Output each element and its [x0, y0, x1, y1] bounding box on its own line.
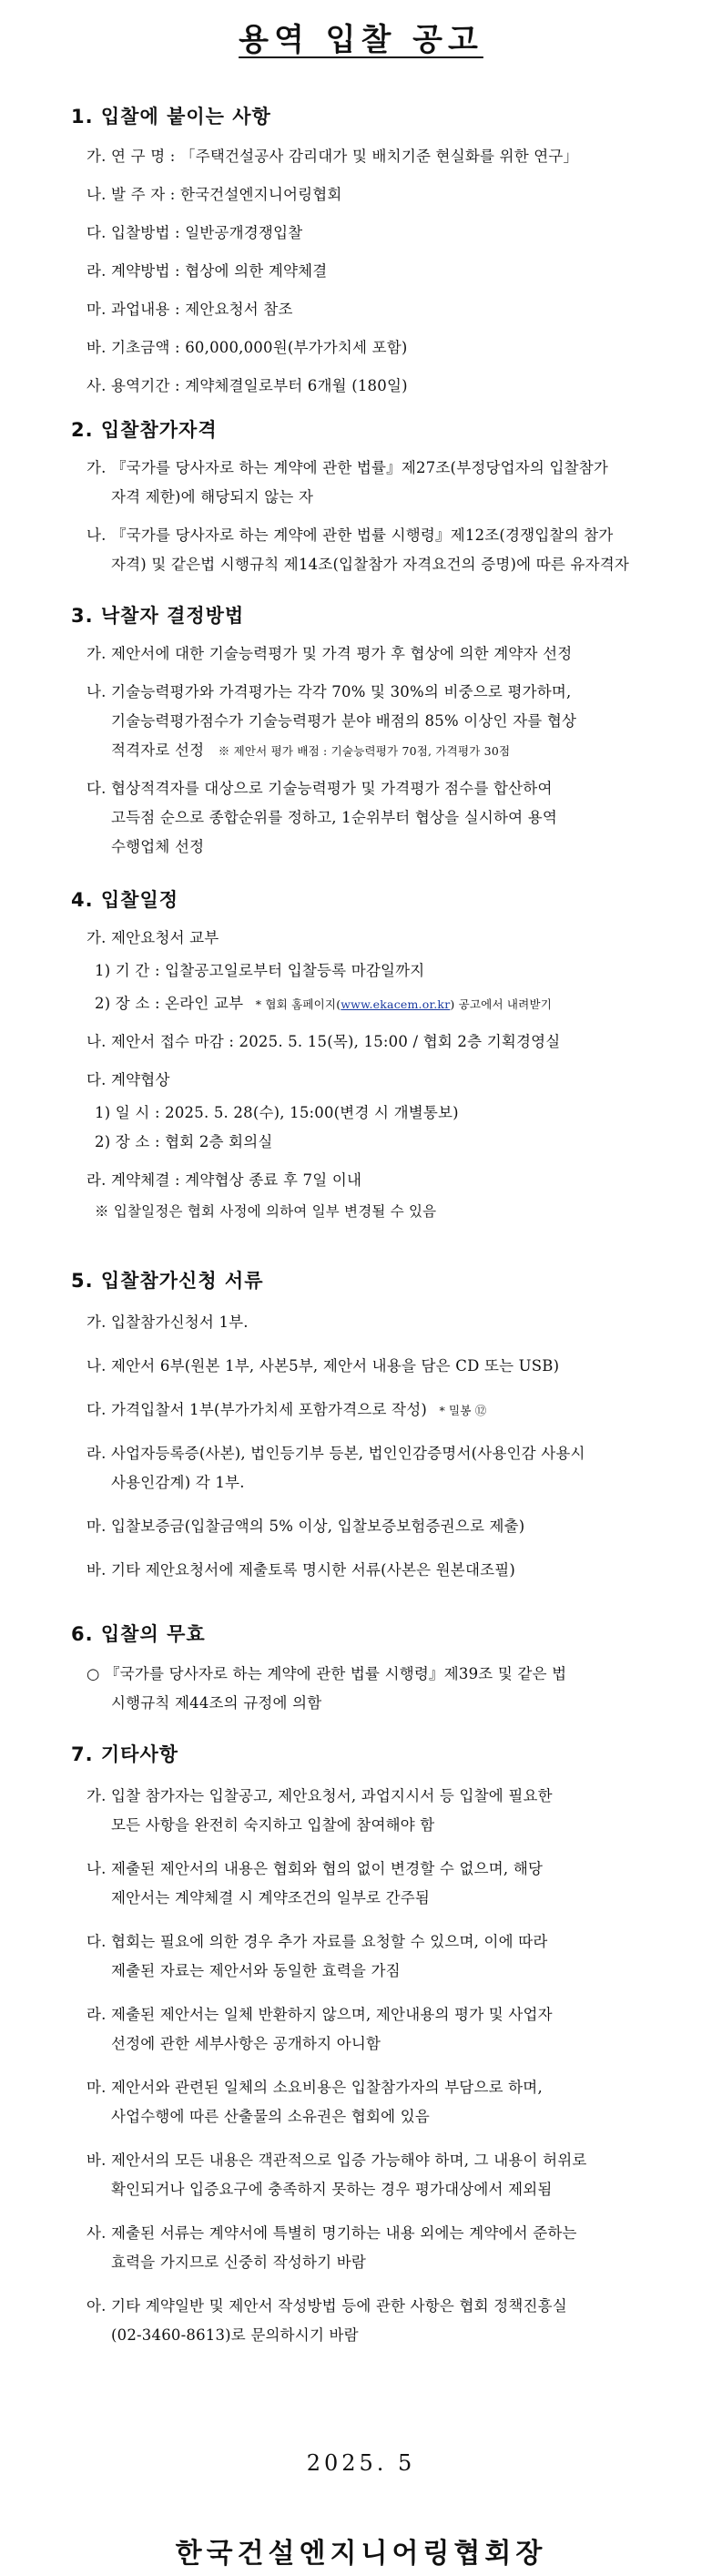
s5-item-na: 나. 제안서 6부(원본 1부, 사본5부, 제안서 내용을 담은 CD 또는 USB) — [86, 1357, 560, 1375]
s2-item-na-line2: 자격) 및 같은법 시행규칙 제14조(입찰참가 자격요건의 증명)에 따른 유자격자 — [111, 556, 630, 573]
section-4-heading: 4. 입찰일정 — [71, 889, 179, 911]
s4-download-note: * 협회 홈페이지(www.ekacem.or.kr) 공고에서 내려받기 — [255, 997, 552, 1011]
s2-item-ga-line1: 가. 『국가를 당사자로 하는 계약에 관한 법률』제27조(부정당업자의 입찰참가 — [86, 459, 609, 476]
s7-item-ma-line1: 마. 제안서와 관련된 일체의 소요비용은 입찰참가자의 부담으로 하며, — [86, 2079, 543, 2096]
s7-item-aa-line2: (02-3460-8613)로 문의하시기 바람 — [111, 2326, 359, 2344]
s5-item-ra-line1: 라. 사업자등록증(사본), 법인등기부 등본, 법인인감증명서(사용인감 사용시 — [86, 1445, 585, 1462]
s4-item-da-time: 1) 일 시 : 2025. 5. 28(수), 15:00(변경 시 개별통보) — [95, 1104, 459, 1121]
s4-item-ra: 라. 계약체결 : 계약협상 종료 후 7일 이내 — [86, 1171, 362, 1189]
s4-item-da: 다. 계약협상 — [86, 1071, 170, 1089]
s7-item-ra-line2: 선정에 관한 세부사항은 공개하지 아니함 — [111, 2035, 381, 2052]
s3-item-ga: 가. 제안서에 대한 기술능력평가 및 가격 평가 후 협상에 의한 계약자 선정 — [86, 645, 573, 662]
s5-item-ma: 마. 입찰보증금(입찰금액의 5% 이상, 입찰보증보험증권으로 제출) — [86, 1518, 525, 1535]
s4-item-na: 나. 제안서 접수 마감 : 2025. 5. 15(목), 15:00 / 협회 2층 기획경영실 — [86, 1033, 561, 1050]
s5-item-ga: 가. 입찰참가신청서 1부. — [86, 1314, 249, 1331]
s2-item-ga-line2: 자격 제한)에 해당되지 않는 자 — [111, 488, 314, 506]
s7-item-ba-line1: 바. 제안서의 모든 내용은 객관적으로 입증 가능해야 하며, 그 내용이 허위로 — [86, 2152, 587, 2169]
document-title: 용역 입찰 공고 — [239, 22, 483, 58]
section-1-heading: 1. 입찰에 붙이는 사항 — [71, 106, 271, 128]
s4-item-da-place: 2) 장 소 : 협회 2층 회의실 — [95, 1133, 273, 1150]
s1-item-bid-method: 다. 입찰방법 : 일반공개경쟁입찰 — [86, 224, 303, 241]
notice-date: 2025. 5 — [306, 2450, 416, 2476]
s3-item-na-line1: 나. 기술능력평가와 가격평가는 각각 70% 및 30%의 비중으로 평가하며, — [86, 683, 572, 700]
section-7-heading: 7. 기타사항 — [71, 1743, 179, 1765]
s4-item-ga-period: 1) 기 간 : 입찰공고일로부터 입찰등록 마감일까지 — [95, 962, 425, 979]
s7-item-sa-line1: 사. 제출된 서류는 계약서에 특별히 명기하는 내용 외에는 계약에서 준하는 — [86, 2224, 577, 2242]
s6-item-line2: 시행규칙 제44조의 규정에 의함 — [111, 1694, 322, 1712]
s7-item-ga-line2: 모든 사항을 완전히 숙지하고 입찰에 참여해야 함 — [111, 1816, 435, 1834]
homepage-link[interactable]: www.ekacem.or.kr — [341, 997, 451, 1011]
s4-item-ga-place: 2) 장 소 : 온라인 교부 * 협회 홈페이지(www.ekacem.or.kr) 공고에서 내려받기 — [95, 995, 552, 1012]
s1-item-project-name: 가. 연 구 명 : 「주택건설공사 감리대가 및 배치기준 현실화를 위한 연구」 — [86, 148, 579, 165]
s5-seal-note: * 밀봉 ⑫ — [439, 1404, 487, 1417]
section-5-heading: 5. 입찰참가신청 서류 — [71, 1270, 264, 1292]
s7-item-sa-line2: 효력을 가지므로 신중히 작성하기 바람 — [111, 2254, 367, 2271]
section-6-heading: 6. 입찰의 무효 — [71, 1623, 206, 1645]
s7-item-na-line2: 제안서는 계약체결 시 계약조건의 일부로 간주됨 — [111, 1889, 431, 1906]
s3-score-note: ※ 제안서 평가 배점 : 기술능력평가 70점, 가격평가 30점 — [218, 744, 511, 758]
section-3-heading: 3. 낙찰자 결정방법 — [71, 605, 245, 627]
signer-name: 한국건설엔지니어링협회장 — [175, 2538, 547, 2570]
s7-item-da-line2: 제출된 자료는 제안서와 동일한 효력을 가짐 — [111, 1962, 401, 1979]
s5-item-ba: 바. 기타 제안요청서에 제출토록 명시한 서류(사본은 원본대조필) — [86, 1561, 516, 1579]
s7-item-na-line1: 나. 제출된 제안서의 내용은 협회와 협의 없이 변경할 수 없으며, 해당 — [86, 1860, 544, 1877]
s7-item-da-line1: 다. 협회는 필요에 의한 경우 추가 자료를 요청할 수 있으며, 이에 따라 — [86, 1933, 548, 1950]
s7-item-ma-line2: 사업수행에 따른 산출물의 소유권은 협회에 있음 — [111, 2108, 431, 2125]
section-2-heading: 2. 입찰참가자격 — [71, 419, 218, 441]
s5-item-da: 다. 가격입찰서 1부(부가가치세 포함가격으로 작성) * 밀봉 ⑫ — [86, 1401, 487, 1418]
s3-item-na-line2: 기술능력평가점수가 기술능력평가 분야 배점의 85% 이상인 자를 협상 — [111, 712, 577, 730]
s4-item-ga: 가. 제안요청서 교부 — [86, 929, 219, 946]
s4-schedule-note: ※ 입찰일정은 협회 사정에 의하여 일부 변경될 수 있음 — [95, 1203, 437, 1220]
s6-item-line1: ○ 『국가를 당사자로 하는 계약에 관한 법률 시행령』제39조 및 같은 법 — [86, 1665, 567, 1682]
s1-item-client: 나. 발 주 자 : 한국건설엔지니어링협회 — [86, 186, 342, 203]
s1-item-base-amount: 바. 기초금액 : 60,000,000원(부가가치세 포함) — [86, 339, 408, 356]
s1-item-contract-method: 라. 계약방법 : 협상에 의한 계약체결 — [86, 262, 328, 280]
s3-item-da-line3: 수행업체 선정 — [111, 838, 205, 855]
s3-item-da-line1: 다. 협상적격자를 대상으로 기술능력평가 및 가격평가 점수를 합산하여 — [86, 780, 553, 797]
s3-item-na-line3: 적격자로 선정 ※ 제안서 평가 배점 : 기술능력평가 70점, 가격평가 30점 — [111, 741, 511, 759]
s2-item-na-line1: 나. 『국가를 당사자로 하는 계약에 관한 법률 시행령』제12조(경쟁입찰의 참가 — [86, 526, 614, 544]
s7-item-aa-line1: 아. 기타 계약일반 및 제안서 작성방법 등에 관한 사항은 협회 정책진흥실 — [86, 2297, 567, 2315]
s1-item-period: 사. 용역기간 : 계약체결일로부터 6개월 (180일) — [86, 377, 408, 394]
s7-item-ba-line2: 확인되거나 입증요구에 충족하지 못하는 경우 평가대상에서 제외됨 — [111, 2181, 553, 2198]
s1-item-scope: 마. 과업내용 : 제안요청서 참조 — [86, 301, 293, 318]
s7-item-ra-line1: 라. 제출된 제안서는 일체 반환하지 않으며, 제안내용의 평가 및 사업자 — [86, 2006, 553, 2023]
s7-item-ga-line1: 가. 입찰 참가자는 입찰공고, 제안요청서, 과업지시서 등 입찰에 필요한 — [86, 1787, 553, 1804]
s5-item-ra-line2: 사용인감계) 각 1부. — [111, 1474, 245, 1491]
s3-item-da-line2: 고득점 순으로 종합순위를 정하고, 1순위부터 협상을 실시하여 용역 — [111, 809, 558, 826]
